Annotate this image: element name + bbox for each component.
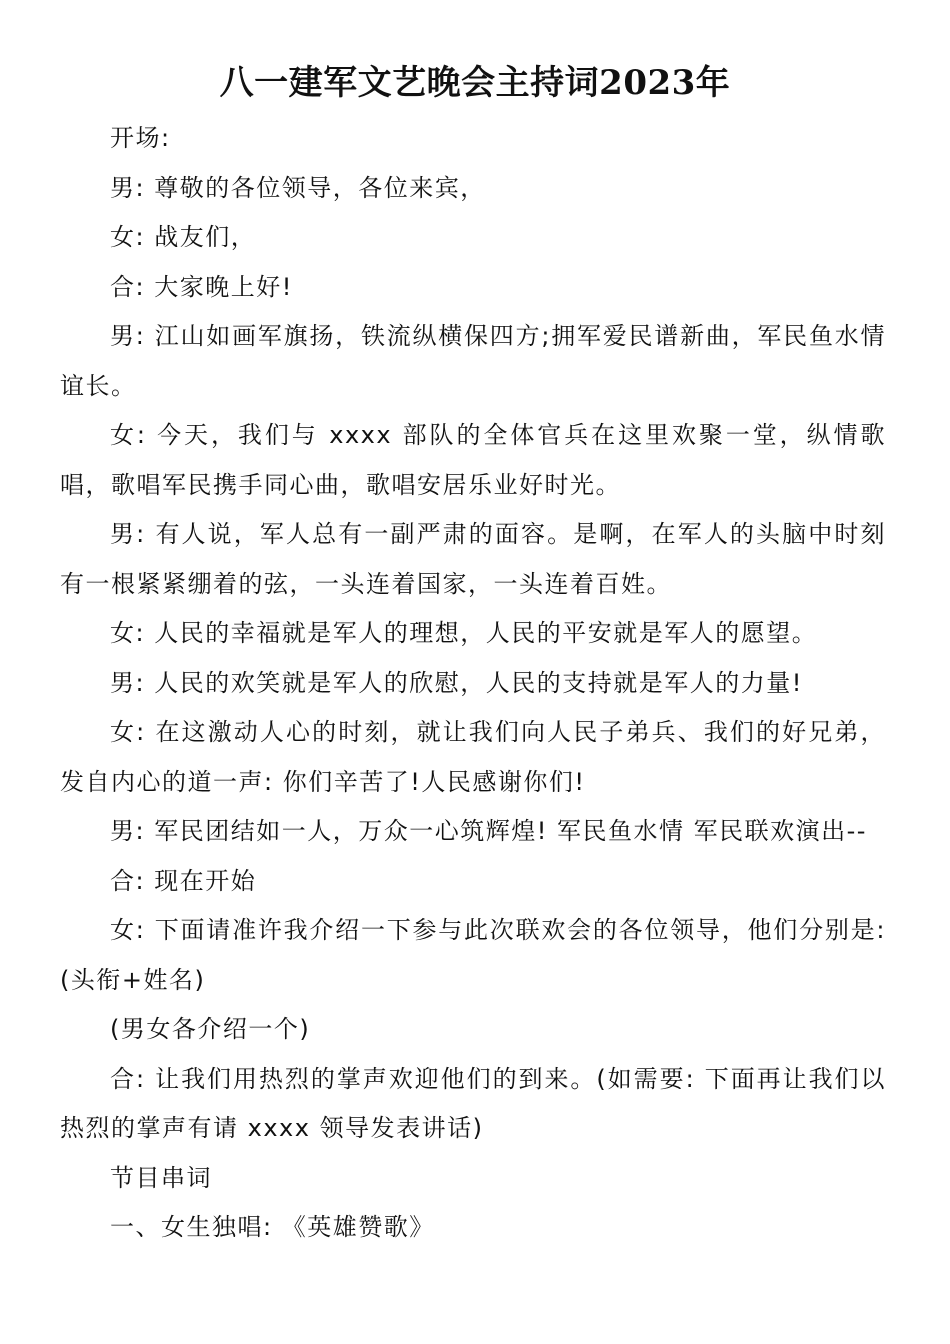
paragraph: 男: 人民的欢笑就是军人的欣慰，人民的支持就是军人的力量!: [110, 668, 803, 697]
paragraph: 男: 尊敬的各位领导，各位来宾，: [110, 173, 486, 202]
paragraph: 女: 今天，我们与 xxxx 部队的全体官兵在这里欢聚一堂，纵情歌唱，歌唱军民携手同心曲，歌唱安居乐业好时光。: [60, 421, 886, 499]
paragraph: 合: 现在开始: [110, 866, 257, 895]
paragraph: (男女各介绍一个): [110, 1015, 311, 1043]
document-body: [60, 114, 886, 1253]
paragraph: 女: 在这激动人心的时刻，就让我们向人民子弟兵、我们的好兄弟，发自内心的道一声: 你们辛苦了!人民感谢你们!: [60, 718, 886, 796]
paragraph: 女: 下面请准许我介绍一下参与此次联欢会的各位领导，他们分别是: (头衔+姓名): [60, 916, 886, 994]
paragraph: 节目串词: [110, 1163, 212, 1192]
paragraph: 合: 大家晚上好!: [110, 272, 293, 301]
document-title: 八一建军文艺晚会主持词2023年: [219, 63, 731, 103]
paragraph: 合: 让我们用热烈的掌声欢迎他们的到来。(如需要: 下面再让我们以热烈的掌声有请 xxxx 领导发表讲话): [60, 1064, 886, 1142]
paragraph: 女: 人民的幸福就是军人的理想，人民的平安就是军人的愿望。: [110, 619, 818, 647]
paragraph: 女: 战友们，: [110, 223, 257, 251]
paragraph: 男: 江山如画军旗扬，铁流纵横保四方;拥军爱民谱新曲，军民鱼水情谊长。: [60, 322, 886, 400]
paragraph: 男: 有人说，军人总有一副严肃的面容。是啊，在军人的头脑中时刻有一根紧紧绷着的弦，一头连着国家，一头连着百姓。: [60, 520, 886, 598]
paragraph: 开场:: [110, 124, 171, 152]
paragraph: 男: 军民团结如一人，万众一心筑辉煌! 军民鱼水情 军民联欢演出--: [110, 817, 867, 845]
paragraph: 一、女生独唱: 《英雄赞歌》: [110, 1213, 435, 1241]
